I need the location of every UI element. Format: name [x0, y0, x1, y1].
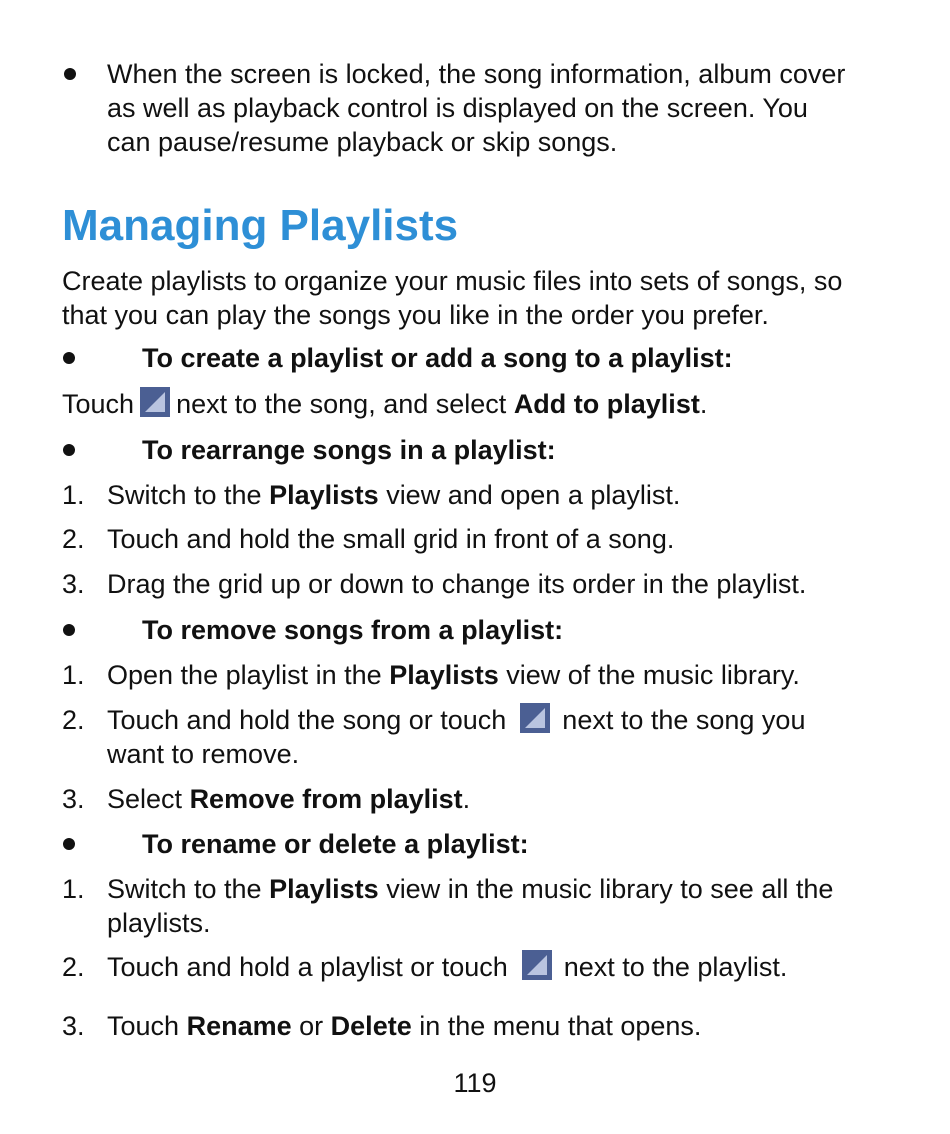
text: .	[699, 389, 708, 419]
menu-triangle-icon	[520, 703, 550, 733]
menu-option-remove-from-playlist: Remove from playlist	[189, 784, 463, 814]
create-subheading: To create a playlist or add a song to a playlist:	[142, 343, 733, 373]
step-number: 3.	[62, 784, 85, 814]
rearrange-step-2: Touch and hold the small grid in front of a song.	[107, 524, 675, 554]
bullet	[63, 352, 75, 364]
rearrange-step-1	[107, 478, 680, 512]
page-number: 119	[453, 1068, 497, 1098]
text: Open the playlist in the	[107, 660, 382, 690]
intro-line-3: can pause/resume playback or skip songs.	[107, 127, 618, 157]
bold-text: Playlists	[269, 480, 379, 510]
description-line-2: that you can play the songs you like in the order you prefer.	[62, 300, 769, 330]
create-instruction	[62, 387, 707, 421]
text: Touch	[62, 389, 135, 419]
text: Touch and hold a playlist or touch	[107, 952, 508, 982]
text: in the menu that opens.	[419, 1011, 702, 1041]
step-number: 2.	[62, 705, 85, 735]
step-number: 3.	[62, 1011, 85, 1041]
step-number: 1.	[62, 874, 85, 904]
bullet	[63, 624, 75, 636]
rearrange-step-3: Drag the grid up or down to change its order in the playlist.	[107, 569, 807, 599]
step-number: 2.	[62, 952, 85, 982]
remove-step-3	[107, 782, 470, 816]
rearrange-subheading: To rearrange songs in a playlist:	[142, 435, 556, 465]
text: Select	[107, 784, 183, 814]
text: Touch	[107, 1011, 180, 1041]
step-number: 1.	[62, 480, 85, 510]
section-heading: Managing Playlists	[62, 201, 459, 250]
menu-triangle-icon	[522, 950, 552, 980]
rename-step-3	[107, 1009, 701, 1043]
text: .	[462, 784, 471, 814]
step-number: 2.	[62, 524, 85, 554]
remove-step-1	[107, 658, 800, 692]
rename-subheading: To rename or delete a playlist:	[142, 829, 529, 859]
text: next to the playlist.	[563, 952, 788, 982]
text: or	[299, 1011, 324, 1041]
text: next to the song, and select	[176, 389, 507, 419]
bullet	[63, 444, 75, 456]
rename-step-2	[107, 950, 787, 984]
text: Touch and hold the song or touch	[107, 705, 507, 735]
text: next to the song you	[562, 705, 806, 735]
step-number: 1.	[62, 660, 85, 690]
menu-triangle-icon	[140, 387, 170, 417]
text: view in the music library to see all the	[386, 874, 834, 904]
text: view and open a playlist.	[386, 480, 681, 510]
rename-step-1-continued: playlists.	[107, 908, 211, 938]
menu-option-delete: Delete	[330, 1011, 412, 1041]
rename-step-1	[107, 872, 833, 906]
text: Switch to the	[107, 480, 262, 510]
description-line-1: Create playlists to organize your music files into sets of songs, so	[62, 266, 843, 296]
bold-text: Playlists	[269, 874, 379, 904]
bullet	[64, 68, 76, 80]
remove-step-2-continued: want to remove.	[107, 739, 300, 769]
text: view of the music library.	[506, 660, 800, 690]
intro-line-1: When the screen is locked, the song information, album cover	[107, 59, 846, 89]
remove-subheading: To remove songs from a playlist:	[142, 615, 564, 645]
intro-line-2: as well as playback control is displayed on the screen. You	[107, 93, 808, 123]
text: Switch to the	[107, 874, 262, 904]
bullet	[63, 838, 75, 850]
step-number: 3.	[62, 569, 85, 599]
bold-text: Playlists	[389, 660, 499, 690]
menu-option-rename: Rename	[186, 1011, 292, 1041]
remove-step-2	[107, 703, 805, 737]
menu-option-add-to-playlist: Add to playlist	[513, 389, 700, 419]
